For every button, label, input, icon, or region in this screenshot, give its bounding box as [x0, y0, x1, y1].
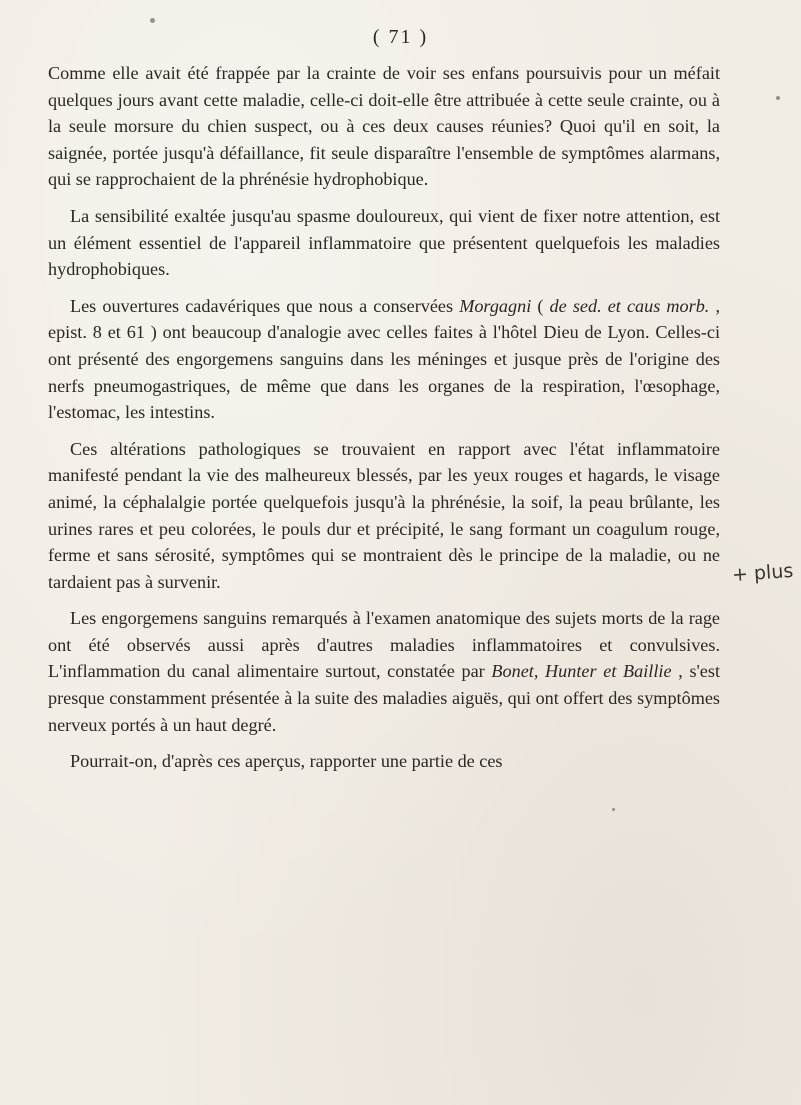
paragraph	[48, 605, 720, 738]
paragraph: Pourrait-on, d'après ces aperçus, rapporter une partie de ces	[70, 751, 503, 772]
paragraph-text: , epist. 8 et 61 ) ont beaucoup d'analogie avec celles faites à l'hôtel Dieu de Lyon. Celles-ci ont présenté des engorgemens sanguins dans les méninges et jusque près de l'origine des nerfs pneumogastriques, de même que dans les organes de la respiration, l'œsophage, l'estomac, les intestins.	[48, 295, 720, 423]
author-name: Morgagni	[459, 295, 532, 316]
handwritten-margin-note: + plus	[731, 559, 794, 587]
paragraph	[48, 293, 720, 426]
page-number: ( 71 )	[372, 26, 429, 48]
ink-spot	[612, 808, 615, 811]
ink-spot	[150, 18, 155, 23]
paragraph-text: Les ouvertures cadavériques que nous a conservées	[70, 295, 460, 316]
body-text	[48, 60, 720, 785]
paragraph: Comme elle avait été frappée par la crainte de voir ses enfans poursuivis pour un méfait quelques jours avant cette maladie, celle-ci doit-elle être attribuée à cette seule crainte, ou à la seule morsure du chien suspect, ou à ces deux causes réunies? Quoi qu'il en soit, la saignée, portée jusqu'à défaillance, fit seule disparaître l'ensemble de symptômes alarmans, qui se rapprochaient de la phrénésie hydrophobique.	[48, 63, 720, 190]
paragraph: La sensibilité exaltée jusqu'au spasme douloureux, qui vient de fixer notre attention, est un élément essentiel de l'appareil inflammatoire que présentent quelquefois les maladies hydrophobiques.	[48, 205, 720, 280]
author-names: Bonet, Hunter et Baillie	[491, 661, 672, 682]
ink-spot	[776, 96, 780, 100]
citation-title: de sed. et caus morb.	[549, 295, 710, 316]
paragraph-text: Les engorgemens sanguins remarqués à l'examen anatomique des sujets morts de la rage ont été observés aussi après d'autres maladies inflammatoires et convulsives. L'inflammation du canal alimentaire surtout, constatée par	[48, 608, 720, 682]
paragraph-text: (	[531, 295, 550, 316]
paragraph-text: , s'est presque constamment présentée à la suite des maladies aiguës, qui ont offert des symptômes nerveux portés à un haut degré.	[48, 661, 721, 735]
paragraph: Ces altérations pathologiques se trouvaient en rapport avec l'état inflammatoire manifesté pendant la vie des malheureux blessés, par les yeux rouges et hagards, le visage animé, la céphalalgie portée quelquefois jusqu'à la phrénésie, la soif, la peau brûlante, les urines rares et peu colorées, le pouls dur et précipité, le sang formant un coagulum rouge, ferme et sans sérosité, symptômes qui se montraient dès le principe de la maladie, ou ne tardaient pas à survenir.	[48, 438, 720, 592]
